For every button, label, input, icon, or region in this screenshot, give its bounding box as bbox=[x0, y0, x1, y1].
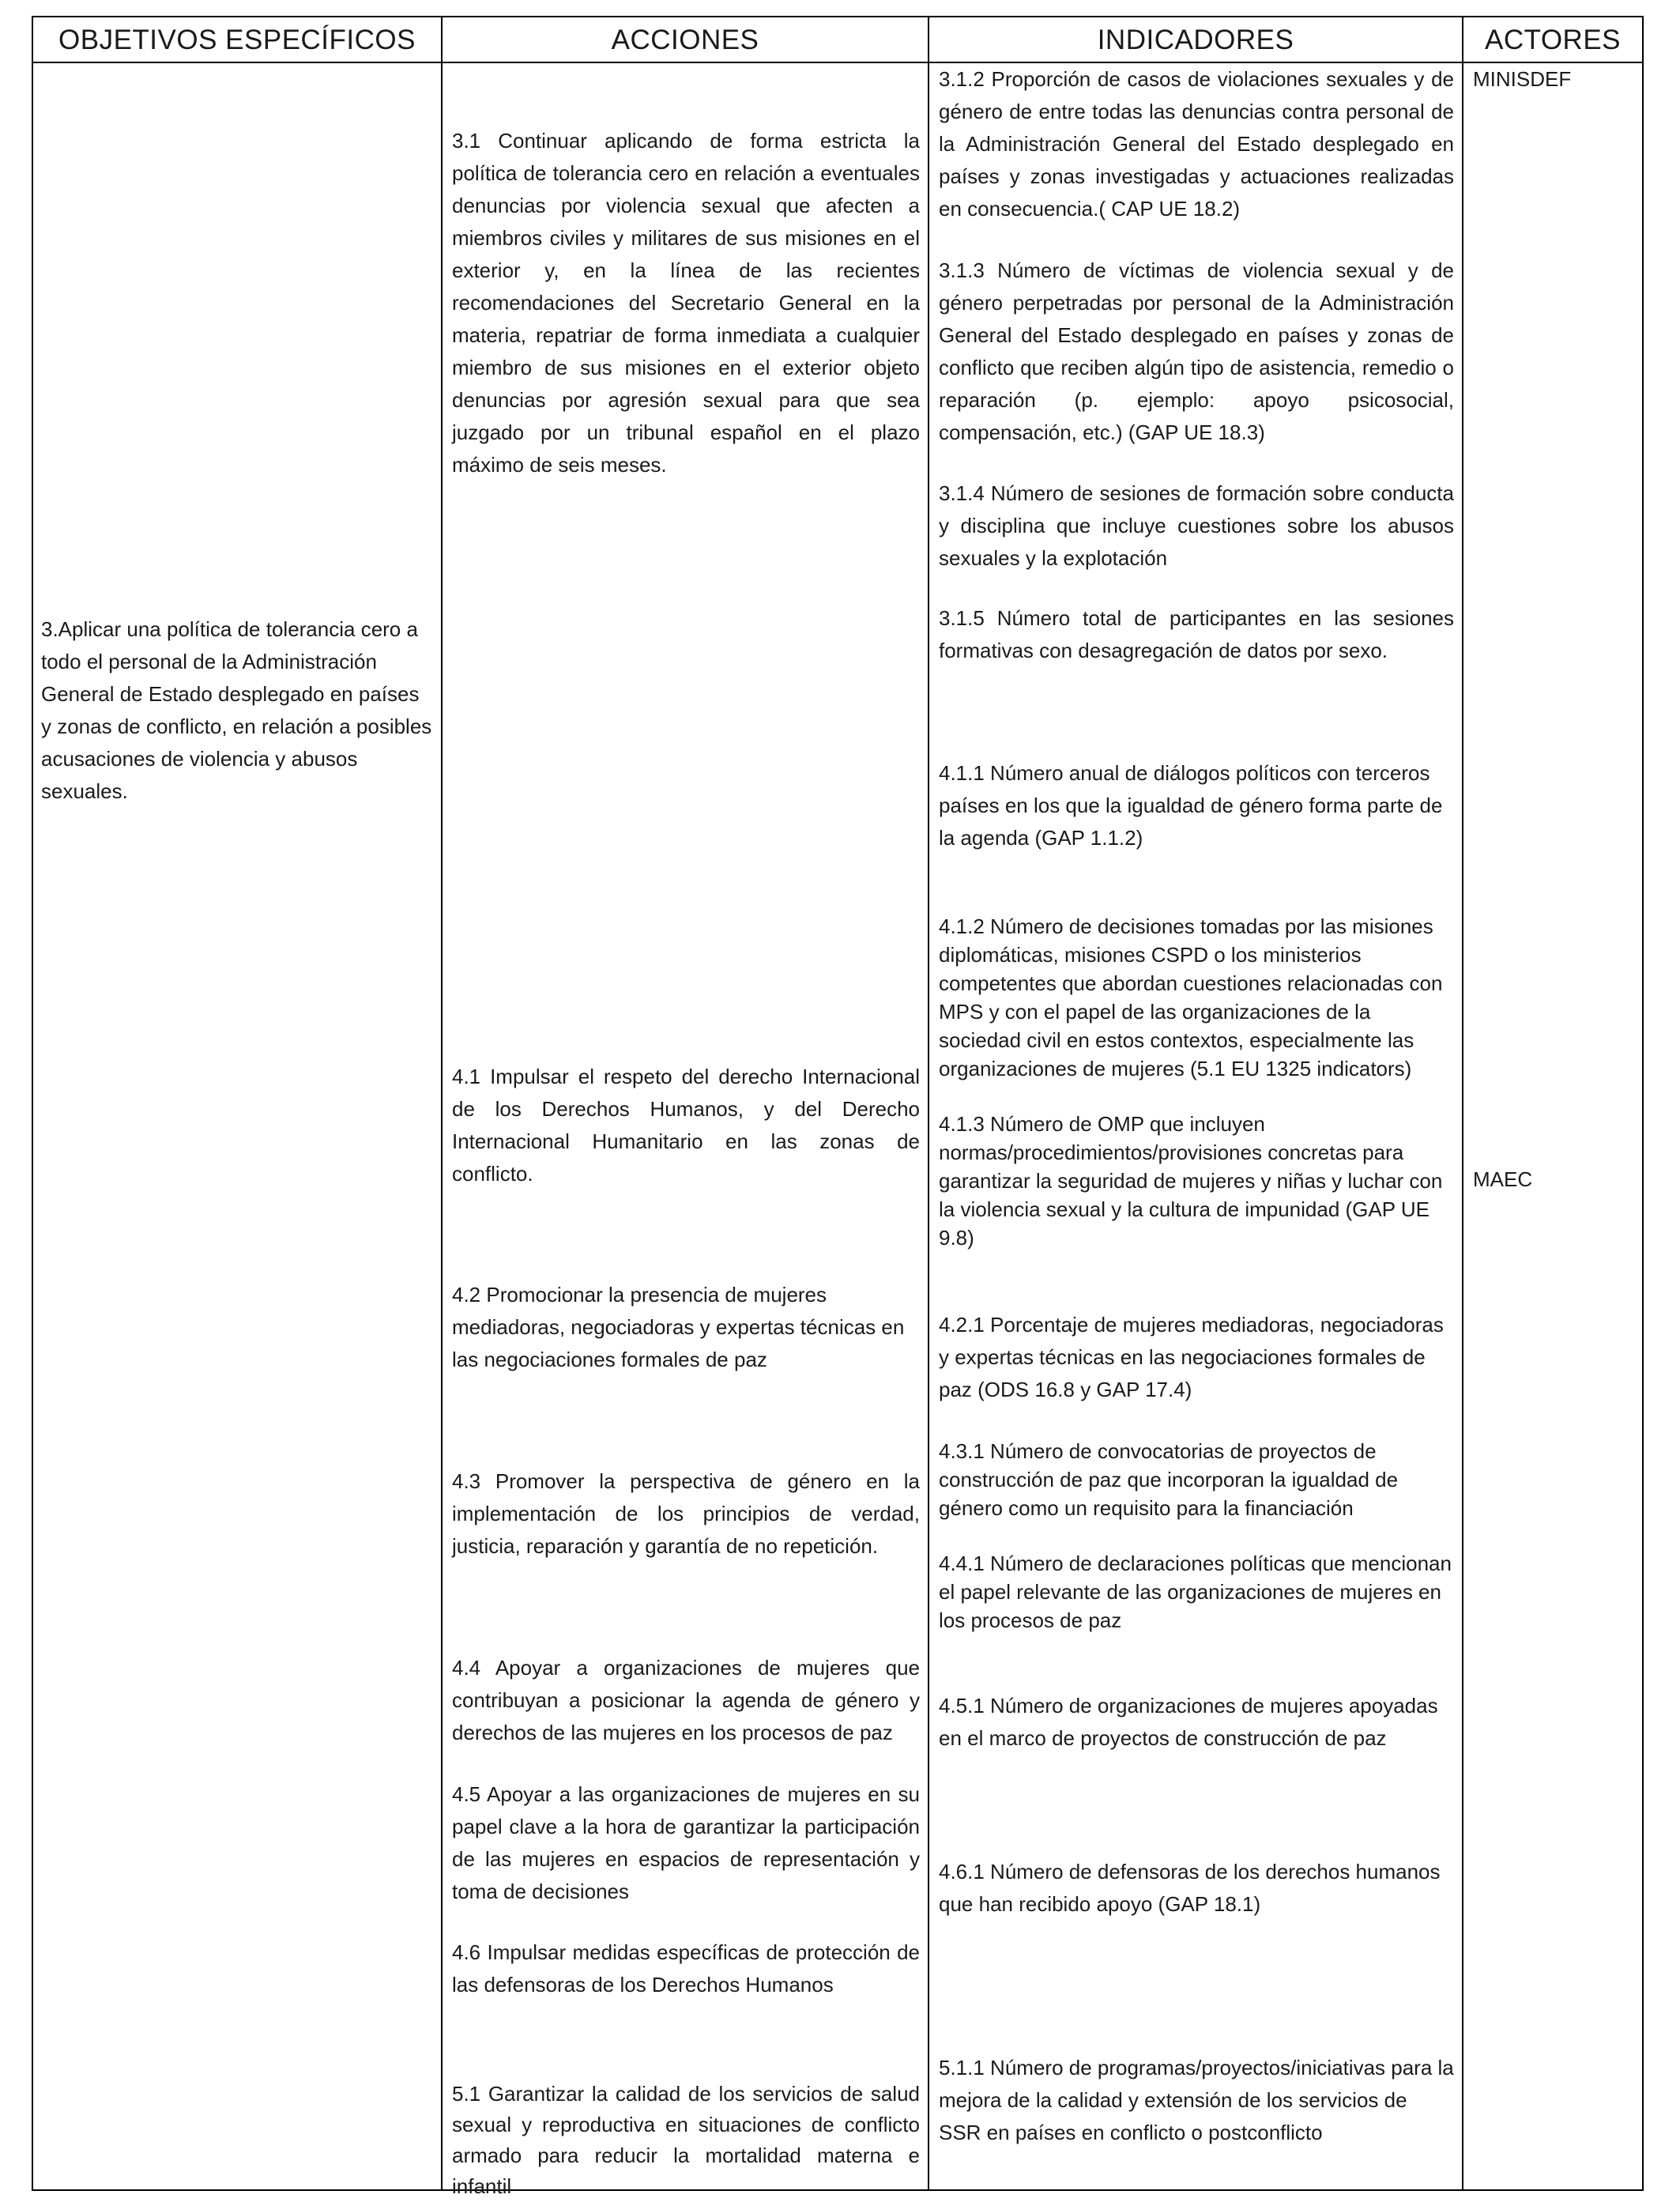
indicador-4-6-1: 4.6.1 Número de defensoras de los derechos humanos que han recibido apoyo (GAP 18.1) bbox=[939, 1860, 1441, 1916]
accion-5-1: 5.1 Garantizar la calidad de los servicios de salud sexual y reproductiva en situaciones de conflicto armado para reducir la mortalidad materna e infantil bbox=[452, 2082, 920, 2198]
indicador-4-1-1: 4.1.1 Número anual de diálogos políticos con terceros países en los que la igualdad de género forma parte de la agenda (GAP 1.1.2) bbox=[939, 761, 1443, 850]
indicador-4-3-1: 4.3.1 Número de convocatorias de proyectos de construcción de paz que incorporan la igualdad de género como un requisito para la financiación bbox=[939, 1439, 1399, 1520]
header-objetivos: OBJETIVOS ESPECÍFICOS bbox=[58, 25, 416, 55]
accion-3-1: 3.1 Continuar aplicando de forma estricta la política de tolerancia cero en relación a eventuales denuncias por violencia sexual que afecten a miembros civiles y militares de sus misiones en el exterior y, en la línea de las recientes recomendaciones del Secretario General en la materia, repatriar de forma inmediata a cualquier miembro de sus misiones en el exterior objeto denuncias por agresión sexual para que sea juzgado por un tribunal español en el plazo máximo de seis meses. bbox=[452, 129, 920, 477]
header-actores: ACTORES bbox=[1484, 25, 1622, 55]
header-indicadores: INDICADORES bbox=[1097, 25, 1294, 55]
indicador-3-1-5: 3.1.5 Número total de participantes en las sesiones formativas con desagregación de datos por sexo. bbox=[939, 606, 1454, 662]
accion-4-3: 4.3 Promover la perspectiva de género en la implementación de los principios de verdad, justicia, reparación y garantía de no repetición. bbox=[452, 1469, 920, 1558]
column-divider bbox=[1462, 16, 1463, 2191]
indicador-3-1-2: 3.1.2 Proporción de casos de violaciones sexuales y de género de entre todas las denuncias contra personal de la Administración General del Estado desplegado en países y zonas investigadas y actuaciones realizadas en consecuencia.( CAP UE 18.2) bbox=[939, 67, 1454, 221]
indicador-3-1-3: 3.1.3 Número de víctimas de violencia sexual y de género perpetradas por personal de la Administración General del Estado desplegado en países y zonas de conflicto que reciben algún tipo de asistencia, remedio o reparación (p. ejemplo: apoyo psicosocial, compensación, etc.) (GAP UE 18.3) bbox=[939, 258, 1454, 444]
column-divider bbox=[441, 16, 443, 2191]
actor-minisdef: MINISDEF bbox=[1473, 67, 1572, 91]
indicador-4-2-1: 4.2.1 Porcentaje de mujeres mediadoras, negociadoras y expertas técnicas en las negociaciones formales de paz (ODS 16.8 y GAP 17.4) bbox=[939, 1313, 1444, 1401]
accion-4-2: 4.2 Promocionar la presencia de mujeres mediadoras, negociadoras y expertas técnicas en las negociaciones formales de paz bbox=[452, 1283, 905, 1371]
indicador-4-1-3: 4.1.3 Número de OMP que incluyen normas/procedimientos/provisiones concretas para garantizar la seguridad de mujeres y niñas y luchar con la violencia sexual y la cultura de impunidad (GAP UE 9.8) bbox=[939, 1112, 1443, 1250]
accion-4-5: 4.5 Apoyar a las organizaciones de mujeres en su papel clave a la hora de garantizar la participación de las mujeres en espacios de representación y toma de decisiones bbox=[452, 1782, 920, 1903]
column-divider bbox=[928, 16, 929, 2191]
indicador-4-4-1: 4.4.1 Número de declaraciones políticas que mencionan el papel relevante de las organizaciones de mujeres en los procesos de paz bbox=[939, 1552, 1452, 1632]
accion-4-4: 4.4 Apoyar a organizaciones de mujeres que contribuyan a posicionar la agenda de género y derechos de las mujeres en los procesos de paz bbox=[452, 1656, 920, 1744]
indicador-3-1-4: 3.1.4 Número de sesiones de formación sobre conducta y disciplina que incluye cuestiones sobre los abusos sexuales y la explotación bbox=[939, 481, 1454, 570]
objetivo-text: 3.Aplicar una política de tolerancia cero a todo el personal de la Administración General de Estado desplegado en países y zonas de conflicto, en relación a posibles acusaciones de violencia y abusos sexuales. bbox=[41, 617, 432, 803]
indicador-5-1-1: 5.1.1 Número de programas/proyectos/iniciativas para la mejora de la calidad y extensión de los servicios de SSR en países en conflicto o postconflicto bbox=[939, 2056, 1454, 2144]
accion-4-6: 4.6 Impulsar medidas específicas de protección de las defensoras de los Derechos Humanos bbox=[452, 1940, 920, 1997]
accion-4-1: 4.1 Impulsar el respeto del derecho Internacional de los Derechos Humanos, y del Derecho Internacional Humanitario en las zonas de conflicto. bbox=[452, 1065, 920, 1186]
header-acciones: ACCIONES bbox=[611, 25, 759, 55]
indicador-4-5-1: 4.5.1 Número de organizaciones de mujeres apoyadas en el marco de proyectos de construcción de paz bbox=[939, 1694, 1438, 1750]
indicador-4-1-2: 4.1.2 Número de decisiones tomadas por las misiones diplomáticas, misiones CSPD o los ministerios competentes que abordan cuestiones relacionadas con MPS y con el papel de las organizaciones de la sociedad civil en estos contextos, especialmente las organizaciones de mujeres (5.1 EU 1325 indicators) bbox=[939, 914, 1443, 1080]
actor-maec: MAEC bbox=[1473, 1167, 1533, 1191]
